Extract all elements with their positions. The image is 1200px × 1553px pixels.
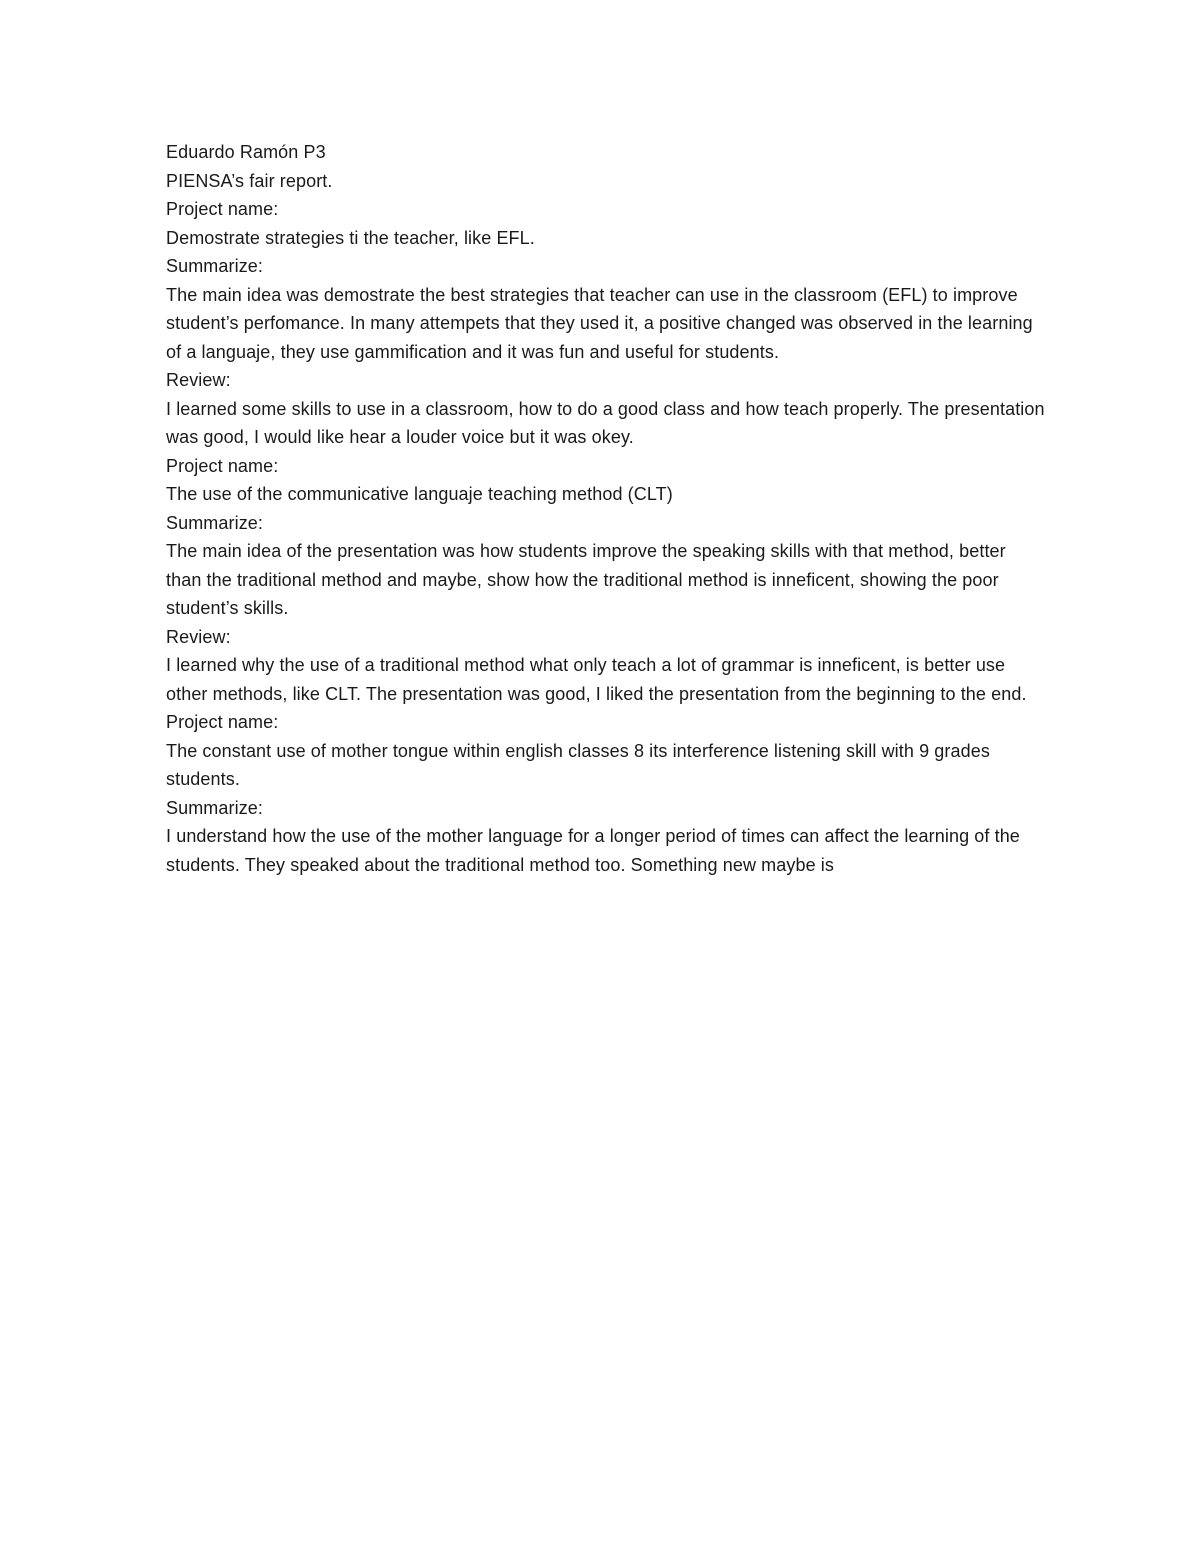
summary-label: Summarize: — [166, 512, 264, 533]
author-line: Eduardo Ramón P3 — [166, 142, 326, 162]
project-name-label: Project name: — [166, 199, 279, 219]
project-name: The constant use of mother tongue within english classes 8 its interference listening skill with 9 grades students. — [166, 740, 990, 789]
project-section-1 — [166, 195, 1046, 452]
review-text: I learned why the use of a traditional method what only teach a lot of grammar is inneficent, is better use other methods, like CLT. The presentation was good, I liked the presentation from the beginning to the end. — [166, 655, 1027, 704]
report-title: PIENSA’s fair report. — [166, 170, 333, 191]
summary-text: The main idea of the presentation was how students improve the speaking skills with that method, better than the traditional method and maybe, show how the traditional method is inneficent, showing the poor student’s skills. — [166, 541, 1006, 618]
project-name: Demostrate strategies ti the teacher, like EFL. — [166, 227, 535, 248]
review-text: I learned some skills to use in a classroom, how to do a good class and how teach properly. The presentation was good, I would like hear a louder voice but it was okey. — [166, 398, 1045, 447]
summary-label: Summarize: — [166, 797, 264, 818]
summary-text: I understand how the use of the mother language for a longer period of times can affect the learning of the students. They speaked about the traditional method too. Something new maybe is — [166, 826, 1020, 875]
project-name-label: Project name: — [166, 712, 279, 732]
review-label: Review: — [166, 626, 231, 647]
project-section-3 — [166, 708, 1046, 879]
review-label: Review: — [166, 370, 231, 390]
project-section-2 — [166, 452, 1046, 709]
summary-text: The main idea was demostrate the best strategies that teacher can use in the classroom (EFL) to improve student’s perfomance. In many attempets that they used it, a positive changed was observed in the learning of a languaje, they use gammification and it was fun and useful for students. — [166, 284, 1033, 362]
project-name-label: Project name: — [166, 455, 279, 476]
summary-label: Summarize: — [166, 256, 264, 276]
project-name: The use of the communicative languaje teaching method (CLT) — [166, 484, 673, 504]
document-body — [166, 138, 1046, 879]
